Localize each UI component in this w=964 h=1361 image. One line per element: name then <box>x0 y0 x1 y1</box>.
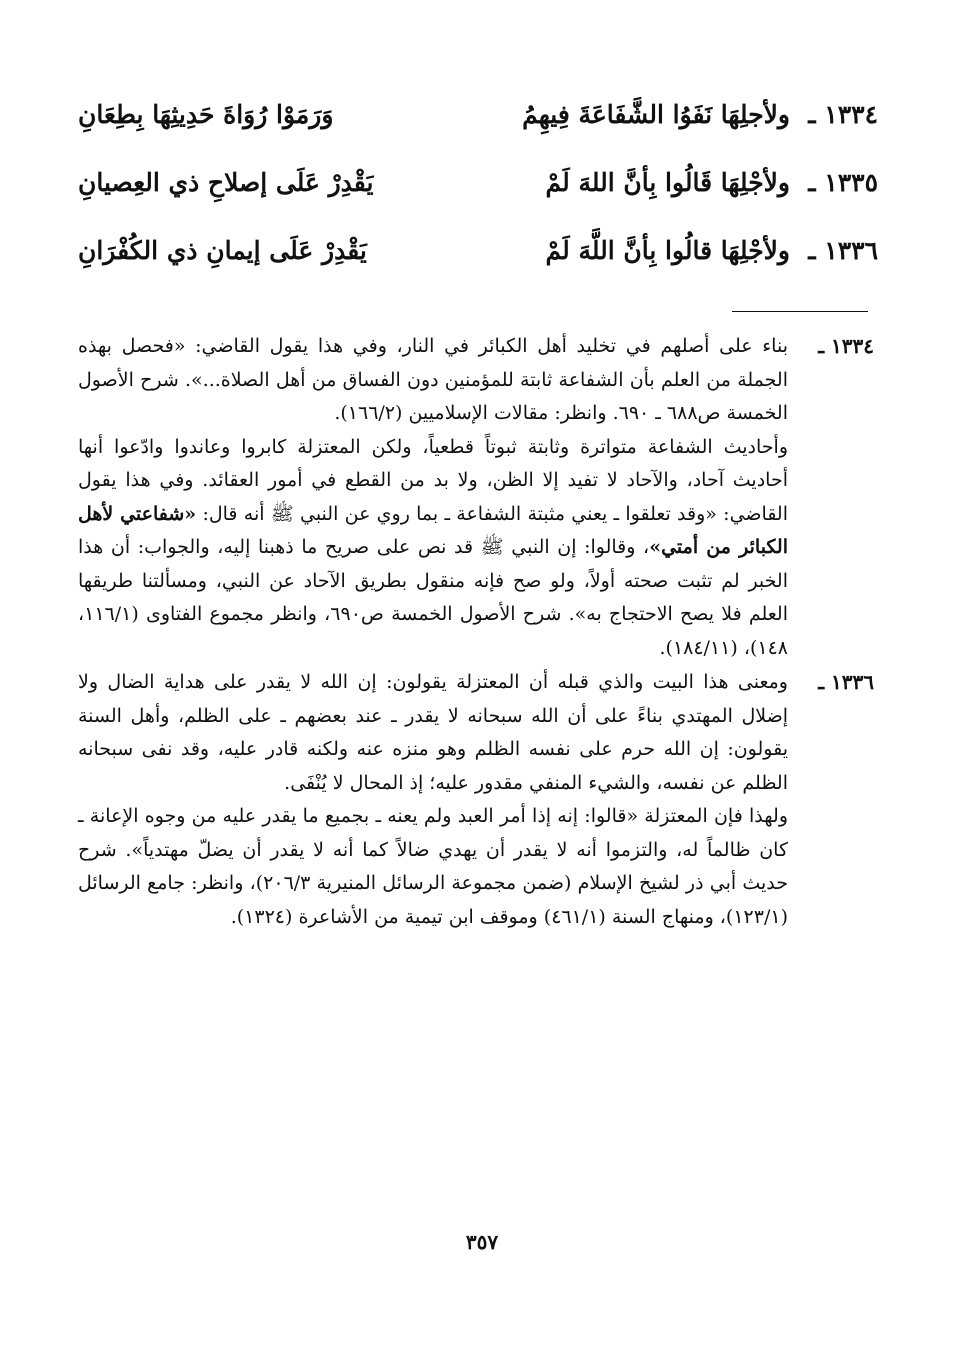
verse-line <box>78 168 878 236</box>
footnote-body <box>78 666 788 934</box>
footnote-paragraph <box>78 431 788 666</box>
poem-verses <box>78 100 878 304</box>
verse-second-hemistich: يَقْدِرْ عَلَى إيمانِ ذي الكُفْرَانِ <box>78 236 367 265</box>
verse-line <box>78 100 878 168</box>
footnote-number: ١٣٣٤ ـ <box>818 334 874 358</box>
verse-first-hemistich: ولأجْلِهَا قالُوا بِأنَّ اللَّهَ لَمْ <box>545 236 790 265</box>
paragraph-text: ، وقالوا: إن النبي ﷺ قد نص على صريح ما ذهبنا إليه، والجواب: أن هذا الخبر لم تثبت صحته أولاً، ولو صح فإنه منقول بطريق الآحاد عن النبي، ومسألتنا طريقها العلم فلا يصح الاحتجاج به». شرح الأصول الخمسة ص٦٩٠، وانظر مجموع الفتاوى (١١٦/١، ١٤٨)، (١٨٤/١١). <box>78 536 789 659</box>
page-number: ٣٥٧ <box>465 1230 499 1254</box>
verse-line <box>78 236 878 304</box>
footnote-paragraph: ومعنى هذا البيت والذي قبله أن المعتزلة يقولون: إن الله لا يقدر على هداية الضال ولا إضلال المهتدي بناءً على أن الله سبحانه لا يقدر ـ عند بعضهم ـ على الظلم، وأهل السنة يقولون: إن الله حرم على نفسه الظلم وهو منزه عنه ولكنه قادر عليه، وقد نفى سبحانه الظلم عن نفسه، والشيء المنفي مقدور عليه؛ إذ المحال لا يُنْفَى. <box>78 671 788 794</box>
verse-first-hemistich: ولأجْلِهَا قَالُوا بِأنَّ اللهَ لَمْ <box>545 168 790 197</box>
footnote <box>78 666 874 934</box>
paragraph-text: وأحاديث الشفاعة متواترة وثابتة ثبوتاً قطعياً، ولكن المعتزلة كابروا وعاندوا وادّعوا أنها أحاديث آحاد، والآحاد لا تفيد إلا الظن، ولا بد من القطع في أمور العقائد. وفي هذا يقول القاضي: «وقد تعلقوا ـ يعني مثبتة الشفاعة ـ بما روي عن النبي ﷺ أنه قال: <box>78 435 789 525</box>
verse-first-hemistich: ولأجلِهَا نَفَوُا الشَّفَاعَةَ فِيهِمُ <box>522 100 790 129</box>
footnote-paragraph: بناء على أصلهم في تخليد أهل الكبائر في النار، وفي هذا يقول القاضي: «فحصل بهذه الجملة من العلم بأن الشفاعة ثابتة للمؤمنين دون الفساق من أهل الصلاة...». شرح الأصول الخمسة ص٦٨٨ ـ ٦٩٠. وانظر: مقالات الإسلاميين (١٦٦/٢). <box>78 335 788 424</box>
footnote-body <box>78 330 788 665</box>
verse-number: ١٣٣٥ ـ <box>808 168 878 197</box>
footnote-number: ١٣٣٦ ـ <box>818 670 874 694</box>
verse-second-hemistich: وَرَمَوْا رُوَاةَ حَدِيثِهَا بِطِعَانِ <box>78 100 334 129</box>
verse-number: ١٣٣٤ ـ <box>808 100 878 129</box>
verse-number: ١٣٣٦ ـ <box>808 236 878 265</box>
hadith-quote: «شفاعتي لأهل الكبائر من أمتي» <box>78 502 788 558</box>
footnote-separator <box>732 311 868 312</box>
footnotes <box>78 330 874 934</box>
verse-second-hemistich: يَقْدِرْ عَلَى إصلاحِ ذي العِصيانِ <box>78 168 374 197</box>
footnote <box>78 330 874 665</box>
footnote-paragraph: ولهذا فإن المعتزلة «قالوا: إنه إذا أمر العبد ولم يعنه ـ بجميع ما يقدر عليه من وجوه الإعانة ـ كان ظالماً له، والتزموا أنه لا يقدر أن يهدي ضالاً كما أنه لا يقدر أن يضلّ مهتدياً». شرح حديث أبي ذر لشيخ الإسلام (ضمن مجموعة الرسائل المنيرية ٢٠٦/٣)، وانظر: جامع الرسائل (١٢٣/١)، ومنهاج السنة (٤٦١/١) وموقف ابن تيمية من الأشاعرة (١٣٢٤). <box>78 805 789 928</box>
